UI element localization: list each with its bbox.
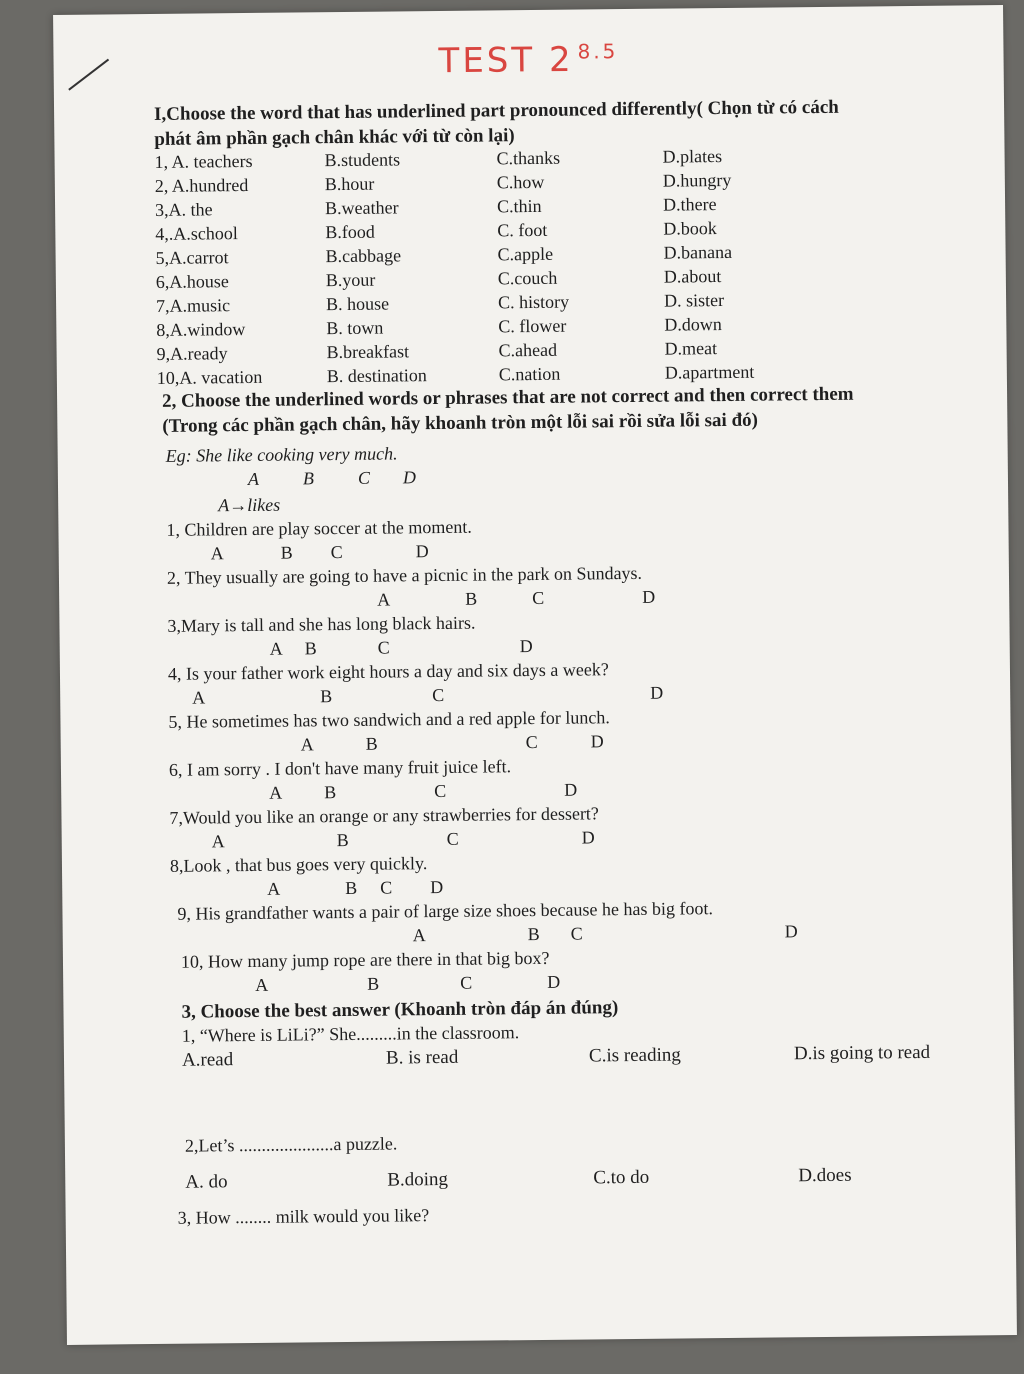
question-2-options: A. do B.doing C.to do D.does — [185, 1164, 852, 1193]
handwritten-score: 8.5 — [577, 39, 619, 64]
section3-heading: 3, Choose the best answer (Khoanh tròn đáp án đúng) — [181, 997, 619, 1023]
question-3: 3, How ........ milk would you like? — [177, 1205, 430, 1228]
sentence-letters: A B C D — [269, 779, 578, 803]
worksheet-page — [53, 5, 1017, 1345]
pronunciation-row: 10,A. vacation B. destination C.nation D.apartment — [156, 361, 755, 388]
pronunciation-row: 3,A. the B.weather C.thin D.there — [155, 194, 717, 220]
section2-heading-line2: (Trong các phần gạch chân, hãy khoanh tròn một lỗi sai rồi sửa lỗi sai đó) — [162, 409, 759, 437]
sentence-letters: A B C D — [255, 971, 561, 995]
example-letters: A B C D — [247, 467, 417, 489]
error-sentence-9: 9, His grandfather wants a pair of large size shoes because he has big foot. — [177, 898, 714, 924]
section1-heading-line2: phát âm phần gạch chân khác với từ còn lại) — [154, 125, 515, 150]
question-1: 1, “Where is LiLi?” She.........in the classroom. — [181, 1022, 520, 1046]
error-sentence-1: 1, Children are play soccer at the moment. — [166, 516, 472, 540]
section2-heading-line1: 2, Choose the underlined words or phrases that are not correct and then correct them — [162, 383, 854, 412]
error-sentence-5: 5, He sometimes has two sandwich and a red apple for lunch. — [168, 707, 610, 732]
error-sentence-2: 2, They usually are going to have a picnic in the park on Sundays. — [166, 562, 643, 588]
error-sentence-7: 7,Would you like an orange or any strawberries for dessert? — [169, 803, 599, 828]
pronunciation-row: 1, A. teachers B.students C.thanks D.plates — [154, 146, 723, 172]
sentence-letters: A B C D — [377, 586, 656, 610]
pen-mark-icon — [63, 54, 123, 95]
error-sentence-8: 8,Look , that bus goes very quickly. — [169, 853, 428, 876]
sentence-letters: A B C D — [267, 876, 444, 899]
sentence-letters: A B C D — [412, 921, 798, 946]
example-correction: A→likes — [218, 494, 281, 516]
pronunciation-row: 4,.A.school B.food C. foot D.book — [155, 218, 717, 244]
pronunciation-row: 5,A.carrot B.cabbage C.apple D.banana — [155, 241, 733, 268]
section1-heading-line1: I,Choose the word that has underlined part pronounced differently( Chọn từ có cách — [153, 96, 839, 125]
error-sentence-4: 4, Is your father work eight hours a day and six days a week? — [167, 659, 609, 684]
pronunciation-row: 6,A.house B.your C.couch D.about — [155, 266, 722, 292]
sentence-letters: A B C D — [192, 682, 664, 708]
question-2: 2,Let’s .....................a puzzle. — [184, 1133, 398, 1156]
pronunciation-row: 8,A.window B. town C. flower D.down — [156, 314, 722, 340]
test-title: TEST 2 $^{8.5}$ — [438, 39, 619, 82]
error-sentence-3: 3,Mary is tall and she has long black hairs. — [167, 612, 476, 636]
sentence-letters: A B C D — [300, 731, 604, 755]
pronunciation-row: 7,A.music B. house C. history D. sister — [156, 289, 725, 316]
sentence-letters: A B C D — [211, 827, 595, 852]
pronunciation-row: 2, A.hundred B.hour C.how D.hungry — [154, 169, 732, 196]
error-sentence-6: 6, I am sorry . I don't have many fruit juice left. — [168, 756, 512, 780]
sentence-letters: A B C D — [269, 636, 533, 659]
sentence-letters: A B C D — [210, 541, 429, 564]
pronunciation-row: 9,A.ready B.breakfast C.ahead D.meat — [156, 338, 718, 364]
question-1-options: A.read B. is read C.is reading D.is going to read — [181, 1041, 931, 1071]
example-sentence: Eg: She like cooking very much. — [165, 443, 398, 466]
error-sentence-10: 10, How many jump rope are there in that big box? — [180, 947, 550, 972]
